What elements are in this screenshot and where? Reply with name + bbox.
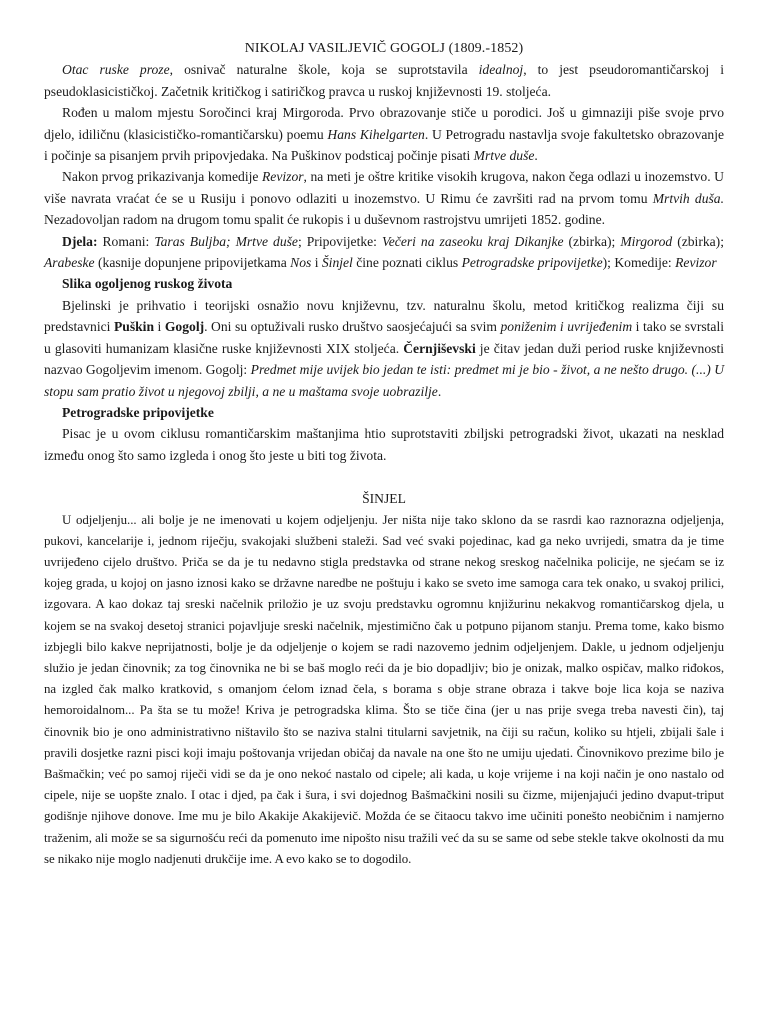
realism-bold-2: Gogolj xyxy=(164,319,205,335)
bio1-text-3: . xyxy=(534,148,538,164)
bio1-text-1: Rođen u malom mjestu Soročinci kraj Mirgoroda. Prvo obrazovanje stiče u porodici. Još u gimnaziji piše svoje prvo djelo, idiličnu (klasicističko-romantičarsku) poemu xyxy=(44,105,724,142)
intro-paragraph xyxy=(44,59,724,102)
realism-italic-2: Predmet mije uvijek bio jedan te isti: predmet mi je bio - život, a ne nešto drugo. (...) U stopu sam pratio život u njegovoj zbilji, a ne u maštama svoje uobrazilje xyxy=(44,362,725,399)
works-italic-1: Taras Buljba; Mrtve duše xyxy=(154,233,298,249)
section-heading-petersburg: Petrogradske pripovijetke xyxy=(62,404,214,420)
realism-italic-1: poniženim i uvrijeđenim xyxy=(500,319,633,335)
works-text-7: čine poznati ciklus xyxy=(352,255,462,271)
bio2-text-2: , na meti je oštre kritike visokih krugova, nakon čega odlazi u inozemstvo. U više navrata vraćat će se u Rusiju i ponovo odlaziti u inozemstvo. U Rimu će završiti rad na prvom tomu xyxy=(44,169,724,206)
realism-text-6: . xyxy=(437,383,442,399)
section-heading-realism: Slika ogoljenog ruskog života xyxy=(62,276,233,292)
bio2-text-1: Nakon prvog prikazivanja komedije xyxy=(62,169,262,185)
works-italic-7: Petrogradske pripovijetke xyxy=(461,255,603,271)
works-italic-3: Mirgorod xyxy=(620,233,673,249)
bio1-italic-2: Mrtve duše xyxy=(473,148,535,164)
petersburg-paragraph: Pisac je u ovom ciklusu romantičarskim maštanjima htio suprotstaviti zbiljski petrogradski život, ukazati na nesklad između onog što samo izgleda i onog što jeste u biti tog života. xyxy=(44,426,724,463)
bio-paragraph-1 xyxy=(44,102,724,166)
works-text-2: ; Pripovijetke: xyxy=(297,233,382,249)
works-italic-4: Arabeske xyxy=(44,255,95,271)
intro-italic-2: idealnoj xyxy=(478,62,524,78)
realism-text-4: i tako se svrstali u glasoviti humanizam klasične ruske književnosti XIX stoljeća. xyxy=(44,319,724,356)
realism-bold-1: Puškin xyxy=(113,319,155,335)
intro-italic-1: Otac ruske proze xyxy=(62,62,170,78)
bio1-italic-1: Hans Kihelgarten xyxy=(327,126,425,142)
bio2-italic-2: Mrtvih duša. xyxy=(652,190,724,206)
works-paragraph xyxy=(44,231,724,274)
intro-text-2: , to jest pseudoromantičarskoj i pseudoklasicističkoj. Začetnik kritičkog i satiričkog pravca u ruskoj književnosti 19. stoljeća. xyxy=(44,62,724,99)
story-title: ŠINJEL xyxy=(362,491,406,507)
works-italic-8: Revizor xyxy=(675,255,717,271)
bio2-text-3: Nezadovoljan radom na drugom tomu spalit će rukopis i u duševnom rastrojstvu umrijeti 1852. godine. xyxy=(44,212,606,228)
works-text-1: Romani: xyxy=(97,233,155,249)
works-text-4: (zbirka); xyxy=(672,233,724,249)
intro-text-1: , osnivač naturalne škole, koja se suprotstavila xyxy=(169,62,479,78)
works-italic-2: Večeri na zaseoku kraj Dikanjke xyxy=(381,233,564,249)
realism-text-5: je čitav jedan duži period ruske književnosti nazvao Gogoljevim imenom. Gogolj: xyxy=(44,340,724,378)
realism-paragraph xyxy=(44,295,724,402)
story-paragraph: U odjeljenju... ali bolje je ne imenovati u kojem odjeljenju. Jer ništa nije tako sklono da se rasrdi kao raznorazna odjeljenja, pukovi, kancelarije i, jednom riječju, svakojaki službeni staleži. Sad već svaki pojedinac, kad ga neko uvrijedi, smatra da je time uvrijeđeno cijelo društvo. Priča se da je tu nedavno stigla predstavka od strane nekog sreskog načelnika policije, ne sjećam se iz kojeg grada, u kojoj on jasno iznosi kako se državne naredbe ne poštuju i kako se sveto ime samoga cara tek onako, u svakoj prilici, izgovara. A kao dokaz taj sreski načelnik priložio je uz svoju predstavku ogromnu knjižurinu nekakvog romantičarskog djela, u kojem se na svakoj desetoj stranici pojavljuje sreski načelnik, mjestimično čak u potpuno pijanom stanju. Prema tome, kako bismo izbjegli bilo kakve neprijatnosti, bolje je da odjeljenje o kojem se radi nazovemo jednim odjeljenjem. Dakle, u jednom odjeljenju služio je jedan činovnik; za tog činovnika ne bi se baš moglo reći da je bio dopadljiv; bio je onizak, malko ospičav, malko riđokos, na izgled čak malko kratkovid, s omanjom ćelom iznad čela, s borama s obje strane obraza i takve boje lica koja se naziva hemoroidalnom... Pa šta se tu može! Kriva je petrogradska klima. Što se tiče čina (jer u nas prije svega treba navesti čin), taj činovnik bio je ono administrativno ništavilo što se naziva stalni titularni savjetnik, na čiji su račun, koliko su htjeli, zbijali šale i pravili dosjetke razni pisci koji imaju poštovanja vrijedan običaj da navale na one što ne umiju ujedati. Činovnikovo prezime bilo je Bašmačkin; već po samoj riječi vidi se da je ono nekoć nastalo od cipele; ali kada, u koje vrijeme i na koji način je ono nastalo od cipele, nije se uopšte znalo. I otac i djed, pa čak i šura, i svi dojednog Bašmačkini nosili su čizme, mijenjajući jedino dvaput-triput godišnje njihove donove. Ime mu je bilo Akakije Akakijevič. Možda će se čitaocu takvo ime učiniti ponešto neobičnim i namjerno traženim, ali može se sa sigurnošću reći da pomenuto ime nipošto nisu tražili već da su se same od sebe stekle takve okolnosti da mu se nikako nije moglo nadjenuti drukčije ime. A evo kako se to dogodilo. xyxy=(44,512,724,866)
works-text-6: i xyxy=(311,255,322,271)
works-italic-5: Nos xyxy=(290,255,312,271)
works-text-8: ); Komedije: xyxy=(602,255,676,271)
page-title: NIKOLAJ VASILJEVIČ GOGOLJ (1809.-1852) xyxy=(244,41,524,56)
works-text-5: (kasnije dopunjene pripovijetkama xyxy=(94,255,291,271)
bio2-italic-1: Revizor xyxy=(262,169,304,185)
bio1-text-2: . U Petrogradu nastavlja svoje fakultetsko obrazovanje i počinje sa pisanjem prvih pripovjedaka. Na Puškinov podsticaj počinje pisati xyxy=(44,126,725,164)
works-label: Djela: xyxy=(62,233,98,249)
works-text-3: (zbirka); xyxy=(563,233,621,249)
realism-bold-3: Černjiševski xyxy=(403,340,476,356)
realism-text-2: i xyxy=(154,319,165,335)
realism-text-1: Bjelinski je prihvatio i teorijski osnažio novu književnu, tzv. naturalnu školu, metod kritičkog realizma čiji su predstavnici xyxy=(44,297,724,335)
bio-paragraph-2 xyxy=(44,166,724,230)
realism-text-3: . Oni su optuživali rusko društvo saosjećajući sa svim xyxy=(204,319,501,335)
works-italic-6: Šinjel xyxy=(321,255,353,271)
